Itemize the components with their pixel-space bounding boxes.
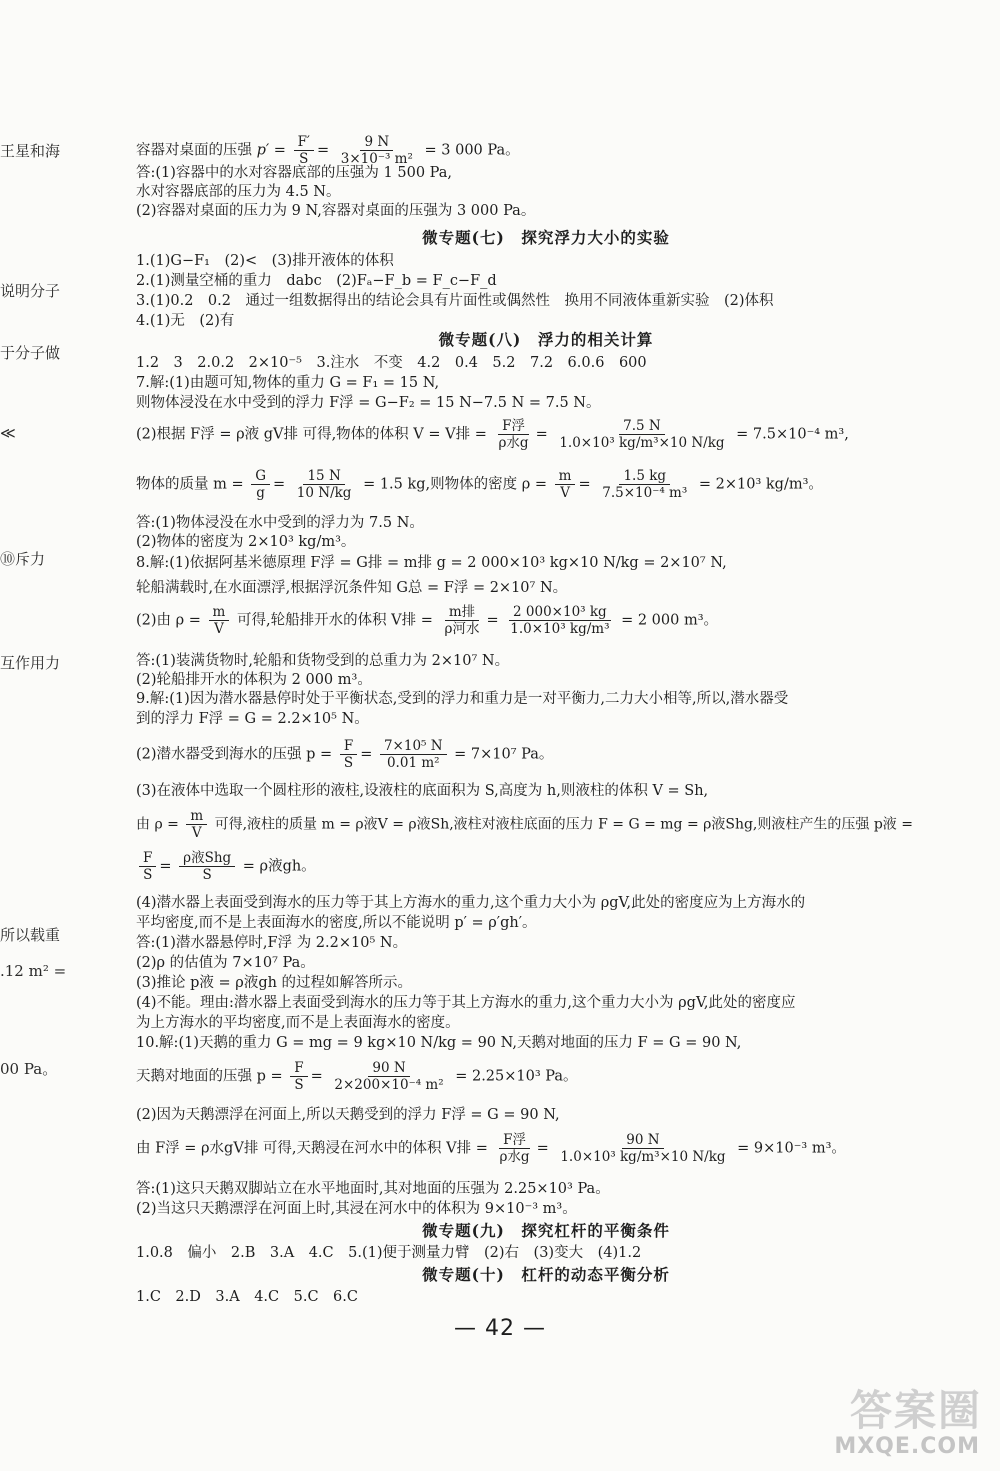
formula-line: 物体的质量 m = $\frac{G}{g}$ = $\frac{15 N}{10 N/kg}$ = 1.5 kg,则物体的密度 ρ = $\frac{m}{V}$ = $\frac{1.5 kg}{\text{7.5×10⁻⁴ m³}}$ = 2×10³ kg/m³。	[136, 468, 823, 501]
denominator: 2×200×10⁻⁴ m²	[334, 1077, 444, 1093]
numerator: F	[139, 850, 156, 867]
fraction	[506, 604, 613, 637]
numerator: 90 N	[368, 1060, 409, 1077]
answer-line: 8.解:(1)依据阿基米德原理 F浮 = G排 = m排 g = 2 000×10³ kg×10 N/kg = 2×10⁷ N,	[136, 555, 727, 571]
answer-line: (2)物体的密度为 2×10³ kg/m³。	[136, 534, 356, 550]
numerator: 7.5 N	[619, 418, 665, 435]
margin-fragment-2: 说明分子	[0, 282, 61, 300]
margin-fragment-3: 于分子做	[0, 344, 61, 362]
watermark-text: 答案圈	[849, 1386, 982, 1435]
fraction	[441, 604, 484, 637]
text: = 1.5 kg,则物体的密度 ρ =	[363, 476, 548, 493]
text: 天鹅对地面的压强 p =	[136, 1068, 283, 1085]
text: = 2.25×10³ Pa。	[455, 1068, 578, 1085]
numerator: F	[290, 1060, 307, 1077]
denominator: S	[202, 867, 212, 883]
margin-fragment-9: 00 Pa。	[0, 1060, 58, 1078]
text: 由 ρ =	[136, 816, 179, 833]
numerator: m	[186, 808, 207, 825]
denominator: S	[143, 867, 153, 883]
answer-line: (2)因为天鹅漂浮在河面上,所以天鹅受到的浮力 F浮 = G = 90 N,	[136, 1107, 560, 1123]
fraction	[330, 1060, 447, 1093]
answer-line: 3.(1)0.2 0.2 通过一组数据得出的结论会具有片面性或偶然性 换用不同液体重新实验 (2)体积	[136, 293, 774, 309]
answer-line: 答:(1)装满货物时,轮船和货物受到的总重力为 2×10⁷ N。	[136, 653, 510, 669]
answer-line: 答:(1)这只天鹅双脚站立在水平地面时,其对地面的压强为 2.25×10³ Pa。	[136, 1181, 610, 1197]
margin-fragment-8: .12 m² =	[0, 962, 67, 980]
denominator: V	[191, 825, 202, 841]
text: 容器对桌面的压强	[136, 142, 252, 159]
formula-line	[136, 808, 913, 841]
answer-line: 1.(1)G−F₁ (2)< (3)排开液体的体积	[136, 253, 394, 269]
fraction	[598, 468, 691, 501]
fraction	[555, 468, 576, 501]
denominator: V	[560, 485, 570, 501]
answer-line: 答:(1)容器中的水对容器底部的压强为 1 500 Pa,	[136, 165, 453, 181]
fraction	[186, 808, 207, 841]
denominator: ρ水g	[499, 1149, 530, 1165]
watermark-logo	[820, 1378, 990, 1466]
denominator: 7.5×10⁻⁴ m³	[602, 485, 688, 501]
answer-line: 9.解:(1)因为潜水器悬停时处于平衡状态,受到的浮力和重力是一对平衡力,二力大小相等,所以,潜水器受	[136, 691, 789, 707]
fraction	[380, 738, 447, 771]
answer-line: (2)当这只天鹅漂浮在河面上时,其浸在河水中的体积为 9×10⁻³ m³。	[136, 1201, 577, 1217]
margin-fragment-4: ≪	[0, 424, 16, 442]
numerator: F浮	[499, 1132, 530, 1149]
answer-line: 水对容器底部的压力为 4.5 N。	[136, 184, 341, 200]
formula-line: (2)由 ρ = $\frac{m}{V}$ 可得,轮船排开水的体积 V排 = $\frac{\text{m排}}{\text{ρ河水}}$ = $\frac{\text{2 000×10³ kg}}{\text{1.0×10³ kg/m³}}$ = 2 000 m³。	[136, 604, 719, 637]
formula-line: 天鹅对地面的压强 p = $\frac{F}{S}$ = $\frac{90 N}{\text{2×200×10⁻⁴ m²}}$ = 2.25×10³ Pa。	[136, 1060, 578, 1093]
denominator: 0.01 m²	[386, 755, 440, 771]
text: (2)潜水器受到海水的压强 p =	[136, 746, 333, 763]
text: (2)根据 F浮 = ρ液 gV排 可得,物体的体积 V = V排 =	[136, 426, 487, 443]
fraction	[139, 850, 156, 883]
denominator: ρ河水	[444, 621, 480, 637]
answer-line: 1.C 2.D 3.A 4.C 5.C 6.C	[136, 1289, 358, 1305]
fraction	[555, 418, 728, 451]
margin-fragment-5: ⑩斥力	[0, 550, 46, 568]
denominator: S	[343, 755, 354, 771]
numerator: 2 000×10³ kg	[509, 604, 611, 621]
answer-line: 轮船满载时,在水面漂浮,根据浮沉条件知 G总 = F浮 = 2×10⁷ N。	[136, 580, 568, 596]
numerator: 7×10⁵ N	[380, 738, 447, 755]
text: = 9×10⁻³ m³。	[737, 1140, 846, 1157]
answer-line: 2.(1)测量空桶的重力 dabc (2)Fₐ−F_b = F_c−F_d	[136, 273, 497, 289]
numerator: 9 N	[360, 134, 393, 151]
numerator: F浮	[498, 418, 529, 435]
numerator: F′	[294, 134, 314, 151]
text: = ρ液gh。	[242, 858, 316, 875]
margin-fragment-7: 所以载重	[0, 926, 61, 944]
numerator: m排	[445, 604, 479, 621]
line-container-pressure: 容器对桌面的压强 p′ = $\frac{F'}{S}$ = $\frac{9 N}{\text{3×10⁻³ m²}}$ = 3 000 Pa。	[136, 134, 520, 167]
answer-line: 答:(1)潜水器悬停时,F浮 为 2.2×10⁵ N。	[136, 935, 408, 951]
section-heading-9: 微专题(九) 探究杠杆的平衡条件	[422, 1221, 670, 1240]
section-heading-7: 微专题(七) 探究浮力大小的实验	[422, 228, 670, 247]
numerator: 1.5 kg	[619, 468, 670, 485]
denominator: ρ水g	[498, 435, 529, 451]
formula-line: (2)根据 F浮 = ρ液 gV排 可得,物体的体积 V = V排 = $\frac{\text{F浮}}{\text{ρ水g}}$ = $\frac{7.5 N}{\text{1.0×10³ kg/m³×10 N/kg}}$ = 7.5×10⁻⁴ m³,	[136, 418, 849, 451]
numerator: ρ液Shg	[179, 850, 235, 867]
formula-line: (2)潜水器受到海水的压强 p = $\frac{F}{S}$ = $\frac{\text{7×10⁵ N}}{\text{0.01 m²}}$ = 7×10⁷ Pa。	[136, 738, 554, 771]
denominator: 10 N/kg	[296, 485, 352, 501]
answer-line: (2)ρ 的估值为 7×10⁷ Pa。	[136, 955, 315, 971]
answer-line: (2)容器对桌面的压力为 9 N,容器对桌面的压强为 3 000 Pa。	[136, 203, 536, 219]
watermark-url: MXQE.COM	[834, 1434, 980, 1459]
denominator: 1.0×10³ kg/m³	[510, 621, 610, 637]
margin-fragment-1: 王星和海	[0, 142, 61, 160]
fraction	[209, 604, 230, 637]
answer-line: 为上方海水的平均密度,而不是上表面海水的密度。	[136, 1015, 460, 1031]
fraction	[556, 1132, 729, 1165]
answer-line: (4)潜水器上表面受到海水的压力等于其上方海水的重力,这个重力大小为 ρgV,此处的密度应为上方海水的	[136, 895, 806, 911]
answer-line: 4.(1)无 (2)有	[136, 313, 235, 329]
text: 物体的质量 m =	[136, 476, 244, 493]
denominator: 1.0×10³ kg/m³×10 N/kg	[559, 435, 725, 451]
text: 可得,液柱的质量 m = ρ液V = ρ液Sh,液柱对液柱底面的压力 F = G = mg = ρ液Shg,则液柱产生的压强 p液 =	[214, 816, 913, 833]
fraction	[337, 134, 417, 167]
text: 由 F浮 = ρ水gV排 可得,天鹅浸在河水中的体积 V排 =	[136, 1140, 488, 1157]
answer-line: (3)在液体中选取一个圆柱形的液柱,设液柱的底面积为 S,高度为 h,则液柱的体积 V = Sh,	[136, 783, 709, 799]
denominator: S	[299, 151, 309, 167]
margin-fragment-6: 互作用力	[0, 654, 61, 672]
page-number: — 42 —	[454, 1316, 546, 1341]
denominator: g	[256, 485, 265, 501]
answer-line: (4)不能。理由:潜水器上表面受到海水的压力等于其上方海水的重力,这个重力大小为 ρgV,此处的密度应	[136, 995, 796, 1011]
answer-line: 7.解:(1)由题可知,物体的重力 G = F₁ = 15 N,	[136, 375, 440, 391]
answer-line: 平均密度,而不是上表面海水的密度,所以不能说明 p′ = ρ′gh′。	[136, 915, 537, 931]
answer-line: 1.2 3 2.0.2 2×10⁻⁵ 3.注水 不变 4.2 0.4 5.2 7.2 6.0.6 600	[136, 355, 647, 371]
answer-line: 10.解:(1)天鹅的重力 G = mg = 9 kg×10 N/kg = 90 N,天鹅对地面的压力 F = G = 90 N,	[136, 1035, 742, 1051]
section-heading-8: 微专题(八) 浮力的相关计算	[438, 330, 654, 349]
fraction	[290, 1060, 307, 1093]
answer-line: (3)推论 p液 = ρ液gh 的过程如解答所示。	[136, 975, 413, 991]
text: 可得,轮船排开水的体积 V排 =	[236, 612, 433, 629]
numerator: 90 N	[622, 1132, 663, 1149]
section-heading-10: 微专题(十) 杠杆的动态平衡分析	[422, 1265, 670, 1284]
fraction	[494, 418, 532, 451]
answer-line: (2)轮船排开水的体积为 2 000 m³。	[136, 672, 372, 688]
numerator: G	[251, 468, 270, 485]
text: = 7×10⁷ Pa。	[454, 746, 554, 763]
text: = 2×10³ kg/m³。	[698, 476, 823, 493]
answer-line: 到的浮力 F浮 = G = 2.2×10⁵ N。	[136, 711, 369, 727]
text: (2)由 ρ =	[136, 612, 201, 629]
answer-line: 则物体浸没在水中受到的浮力 F浮 = G−F₂ = 15 N−7.5 N = 7.5 N。	[136, 395, 601, 411]
numerator: m	[209, 604, 230, 621]
denominator: 1.0×10³ kg/m³×10 N/kg	[560, 1149, 726, 1165]
numerator: 15 N	[303, 468, 344, 485]
numerator: m	[555, 468, 576, 485]
text: = 2 000 m³。	[621, 612, 719, 629]
text: = 7.5×10⁻⁴ m³,	[736, 426, 849, 443]
denominator: V	[214, 621, 224, 637]
formula-line: 由 F浮 = ρ水gV排 可得,天鹅浸在河水中的体积 V排 = $\frac{\text{F浮}}{\text{ρ水g}}$ = $\frac{90 N}{\text{1.0×10³ kg/m³×10 N/kg}}$ = 9×10⁻³ m³。	[136, 1132, 846, 1165]
numerator: F	[340, 738, 357, 755]
fraction	[293, 468, 356, 501]
answer-line: 1.0.8 偏小 2.B 3.A 4.C 5.(1)便于测量力臂 (2)右 (3)变大 (4)1.2	[136, 1245, 642, 1261]
fraction	[179, 850, 235, 883]
answer-line: 答:(1)物体浸没在水中受到的浮力为 7.5 N。	[136, 515, 424, 531]
denominator: S	[294, 1077, 304, 1093]
fraction	[251, 468, 270, 501]
denominator: 3×10⁻³ m²	[340, 151, 413, 167]
fraction	[340, 738, 357, 771]
fraction	[294, 134, 314, 167]
fraction	[495, 1132, 533, 1165]
text: = 3 000 Pa。	[424, 142, 520, 159]
formula-line: $\frac{F}{S}$ = $\frac{\text{ρ液Shg}}{S}$ = ρ液gh。	[136, 850, 316, 883]
